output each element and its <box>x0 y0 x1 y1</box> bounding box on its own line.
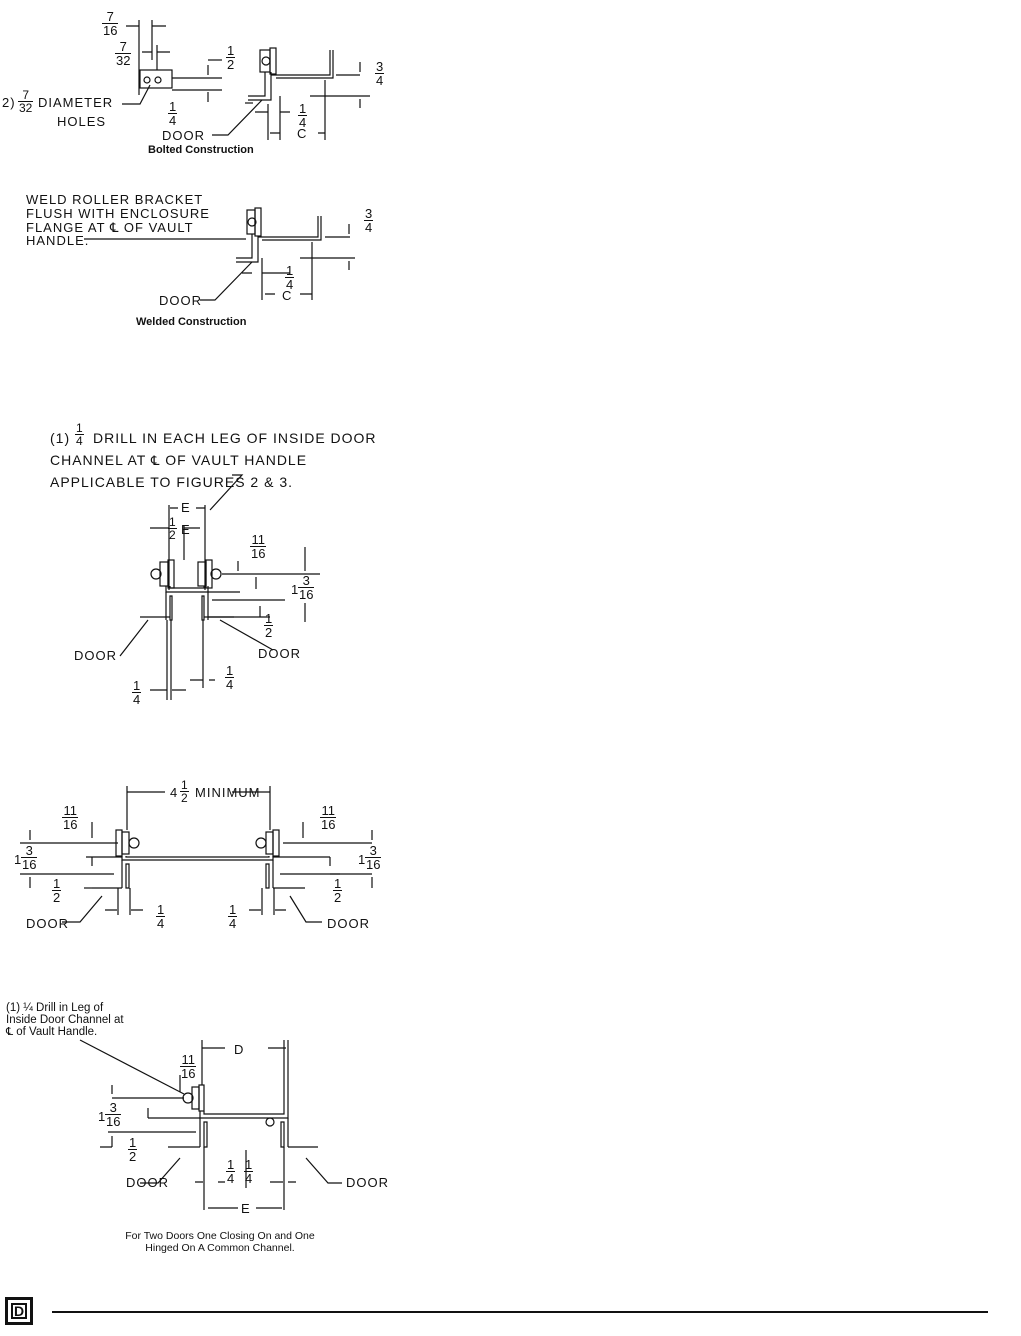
fig3-door-right: DOOR <box>258 646 301 661</box>
den: 16 <box>106 1114 121 1129</box>
num: 1 <box>169 99 177 114</box>
fig5-note-line3 <box>6 1026 124 1038</box>
fig5-dim-3-16 <box>105 1101 121 1128</box>
num: 11 <box>181 1052 195 1067</box>
centerline-symbol: ℄ <box>151 454 161 469</box>
fig5-caption <box>120 1230 320 1254</box>
note2a: CHANNEL AT <box>50 452 151 468</box>
fig1-dim-7-32 <box>115 40 131 67</box>
fig3-dim-1-4b <box>225 664 234 691</box>
square-d-logo <box>5 1297 33 1325</box>
num: 1 <box>227 1157 235 1172</box>
fig5-dim-d: D <box>234 1042 245 1057</box>
note1a: (1) <box>50 430 71 446</box>
note1b: DRILL IN EACH LEG OF INSIDE DOOR <box>88 430 377 446</box>
den: 4 <box>226 677 234 692</box>
den: 32 <box>116 53 131 68</box>
num: 1 <box>53 876 61 891</box>
fig3-drill-fraction <box>75 422 84 447</box>
fig4-dim-1-2b <box>333 877 342 904</box>
num: 1 <box>265 611 273 626</box>
den: 16 <box>366 857 381 872</box>
den: 16 <box>321 817 336 832</box>
fig2-note-line4: HANDLE. <box>26 233 90 248</box>
fig1-dim-c: C <box>297 126 308 141</box>
fig5-caption-line2: Hinged On A Common Channel. <box>145 1242 295 1254</box>
den: 2 <box>227 57 235 72</box>
num: 3 <box>21 844 37 858</box>
den: 2 <box>129 1149 137 1164</box>
fig1-holes-label <box>2 96 16 109</box>
fig5-door-right: DOOR <box>346 1175 389 1190</box>
fig3-dim-one: 1 <box>291 582 300 597</box>
fig3-dim-1-4a <box>132 679 141 706</box>
fig3-dim-half-e-letter: E <box>181 522 191 537</box>
fig1-bolted-linework <box>122 20 370 143</box>
fig5-dim-1-4a <box>226 1158 235 1185</box>
fig4-dim-1-2a <box>52 877 61 904</box>
fig5-note-line1: (1) ¼ Drill in Leg of <box>6 1002 104 1014</box>
den: 4 <box>365 220 373 235</box>
den: 16 <box>251 546 266 561</box>
fig3-note-line1 <box>50 430 377 448</box>
fig1-holes-fraction <box>18 89 33 114</box>
den: 4 <box>299 115 307 130</box>
den: 32 <box>19 101 33 115</box>
num: 3 <box>365 206 373 221</box>
den: 16 <box>103 23 118 38</box>
fig1-dim-1-4 <box>168 100 177 127</box>
fig3-door-left: DOOR <box>74 648 117 663</box>
num: 3 <box>298 574 314 588</box>
fig4-dim-11-16a <box>62 804 78 831</box>
den: 2 <box>334 890 342 905</box>
num: 7 <box>102 10 118 24</box>
fig4-min-text: MINIMUM <box>195 785 261 800</box>
fig2-dim-c: C <box>282 288 293 303</box>
note3b: of Vault Handle. <box>13 1026 98 1038</box>
fig5-dim-1-4b <box>244 1158 253 1185</box>
num: 1 <box>169 515 176 529</box>
num: 1 <box>157 902 165 917</box>
fig5-note-line2: Inside Door Channel at <box>6 1014 124 1026</box>
fig4-min-whole: 4 <box>170 785 179 800</box>
num: 11 <box>321 803 335 818</box>
fig1-caption: Bolted Construction <box>148 144 254 156</box>
fig5-door-left: DOOR <box>126 1175 169 1190</box>
num: 1 <box>227 43 235 58</box>
fig4-dim-11-16b <box>320 804 336 831</box>
logo-letter: D <box>11 1303 27 1319</box>
fig4-min-fraction <box>180 779 189 804</box>
fig4-door-left: DOOR <box>26 916 69 931</box>
fig4-dim-3-16a <box>21 844 37 871</box>
num: 1 <box>129 1135 137 1150</box>
fig4-door-right: DOOR <box>327 916 370 931</box>
fig4-dim-1-4a <box>156 903 165 930</box>
fig4-dim-one-a: 1 <box>14 852 23 867</box>
centerline-symbol: ℄ <box>6 1025 14 1038</box>
fig1-dim-1-2 <box>226 44 235 71</box>
fig1-dim-7-16 <box>102 10 118 37</box>
den: 4 <box>229 916 237 931</box>
den: 4 <box>245 1171 253 1186</box>
den: 2 <box>265 625 273 640</box>
fig3-dim-1-2 <box>264 612 273 639</box>
den: 2 <box>53 890 61 905</box>
fig2-dim-1-4 <box>285 264 294 291</box>
fig4-dim-1-4b <box>228 903 237 930</box>
den: 16 <box>63 817 78 832</box>
den: 4 <box>227 1171 235 1186</box>
note3b: OF VAULT <box>119 220 194 235</box>
fig1-dim-1-4b <box>298 102 307 129</box>
fig2-door-label: DOOR <box>159 293 202 308</box>
den: 4 <box>169 113 177 128</box>
fig1-door-label: DOOR <box>162 128 205 143</box>
fig1-holes-text: DIAMETER <box>38 95 114 110</box>
fig3-dim-half <box>168 516 177 541</box>
footer-rule <box>52 1311 988 1313</box>
num: 7 <box>115 40 131 54</box>
fig3-dim-11-16 <box>250 533 266 560</box>
fig1-holes-text2: HOLES <box>57 114 107 129</box>
num: 1 <box>286 263 294 278</box>
num: 3 <box>376 59 384 74</box>
centerline-symbol: ℄ <box>109 221 120 236</box>
den: 2 <box>169 528 176 542</box>
fig5-caption-line1: For Two Doors One Closing On and One <box>125 1230 315 1242</box>
note2b: OF VAULT HANDLE <box>160 452 308 468</box>
fig3-dim-3-16 <box>298 574 314 601</box>
num: 1 <box>334 876 342 891</box>
fig5-note <box>6 1002 124 1038</box>
den: 4 <box>286 277 294 292</box>
num: 1 <box>229 902 237 917</box>
den: 4 <box>133 692 141 707</box>
num: 1 <box>76 421 83 435</box>
num: 1 <box>133 678 141 693</box>
den: 4 <box>76 434 83 448</box>
num: 1 <box>299 101 307 116</box>
den: 4 <box>157 916 165 931</box>
fig5-dim-one: 1 <box>98 1109 107 1124</box>
fig4-dim-3-16b <box>365 844 381 871</box>
fig4-dim-one-b: 1 <box>358 852 367 867</box>
num: 1 <box>245 1157 253 1172</box>
fig2-dim-3-4 <box>364 207 373 234</box>
num: 1 <box>226 663 234 678</box>
prefix: 2) <box>2 95 16 110</box>
den: 4 <box>376 73 384 88</box>
num: 11 <box>251 532 265 547</box>
fig3-note-line2 <box>50 453 307 468</box>
fig5-dim-1-2 <box>128 1136 137 1163</box>
num: 11 <box>63 803 77 818</box>
den: 16 <box>181 1066 196 1081</box>
fig2-caption: Welded Construction <box>136 316 247 328</box>
den: 2 <box>181 791 188 805</box>
num: 7 <box>18 89 33 102</box>
fig3-dim-e: E <box>181 500 191 515</box>
den: 16 <box>22 857 37 872</box>
fig3-note-line3: APPLICABLE TO FIGURES 2 & 3. <box>50 474 294 490</box>
fig5-dim-11-16 <box>180 1053 196 1080</box>
fig5-dim-e: E <box>241 1201 251 1216</box>
fig1-dim-3-4 <box>375 60 384 87</box>
den: 16 <box>299 587 314 602</box>
num: 3 <box>365 844 381 858</box>
num: 1 <box>181 778 188 792</box>
fig2-note-line2: FLUSH WITH ENCLOSURE <box>26 206 210 221</box>
num: 3 <box>105 1101 121 1115</box>
fig3-linework <box>120 475 320 700</box>
note3a: FLANGE AT <box>26 220 110 235</box>
fig2-note-line1: WELD ROLLER BRACKET <box>26 192 204 207</box>
